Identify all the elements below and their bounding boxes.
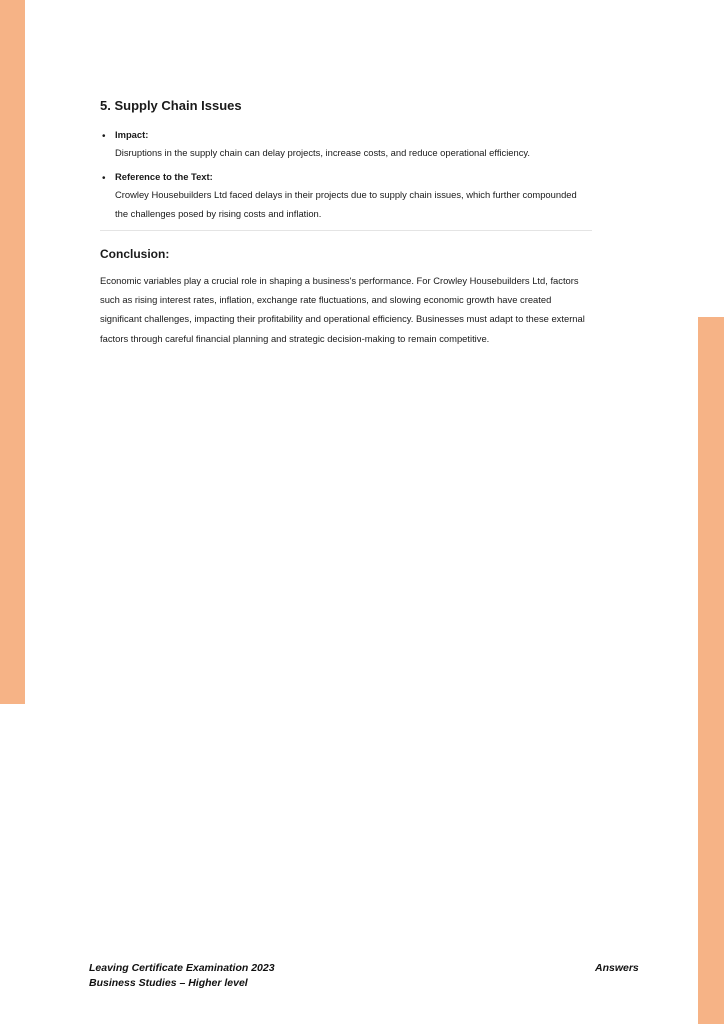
left-accent-bar xyxy=(0,0,25,704)
bullet-text: Crowley Housebuilders Ltd faced delays in their projects due to supply chain issues, which further compounded the challenges posed by rising costs and inflation. xyxy=(115,189,577,219)
section-heading: 5. Supply Chain Issues xyxy=(100,98,242,113)
right-accent-bar xyxy=(698,317,724,1024)
footer-answers-label: Answers xyxy=(595,962,639,974)
bullet-text: Disruptions in the supply chain can delay projects, increase costs, and reduce operational efficiency. xyxy=(115,147,530,158)
conclusion-paragraph: Economic variables play a crucial role in shaping a business's performance. For Crowley Housebuilders Ltd, factors such as rising interest rates, inflation, exchange rate fluctuations, and slowing economic growth have created significant challenges, impacting their profitability and operational efficiency. Businesses must adapt to these external factors through careful financial planning and strategic decision-making to remain competitive. xyxy=(100,275,585,344)
bullet-reference xyxy=(100,169,592,223)
bullet-impact xyxy=(100,127,592,162)
bullet-title: • Impact: xyxy=(115,129,149,140)
conclusion-heading: Conclusion: xyxy=(100,247,170,261)
footer-exam-level: Business Studies – Higher level xyxy=(89,977,248,989)
section-divider xyxy=(100,230,592,231)
bullet-title: • Reference to the Text: xyxy=(115,171,213,182)
footer-exam-title: Leaving Certificate Examination 2023 xyxy=(89,962,275,974)
page-content xyxy=(100,97,592,348)
footer-exam-info xyxy=(89,961,275,991)
section-bullet-list xyxy=(100,127,592,223)
